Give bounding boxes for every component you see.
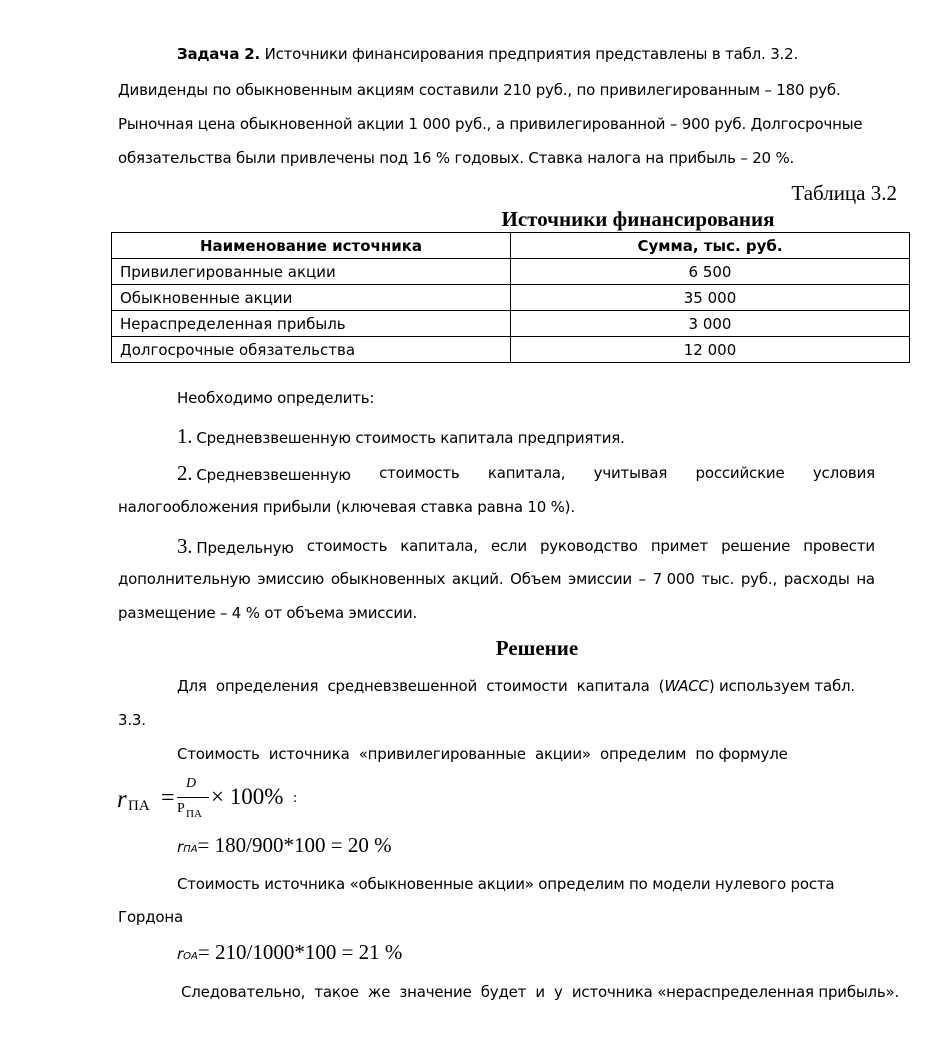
item-word: – [638, 570, 646, 588]
table-title: Источники финансирования [501, 207, 775, 231]
item-word: тыс. [701, 570, 735, 588]
para-word: определения [215, 677, 319, 695]
task-line-4: обязательства были привлечены под 16 % годовых. Ставка налога на прибыль – 20 %. [118, 149, 795, 167]
calc-expression: = 210/1000*100 = 21 % [197, 940, 403, 964]
table-cell-name: Обыкновенные акции [112, 285, 511, 311]
formula-r: r [117, 786, 127, 813]
table-cell-amount: 35 000 [511, 285, 910, 311]
item-number: 2. [177, 461, 193, 485]
item-word: руководство [539, 537, 638, 555]
requirement-item-2-line-1 [177, 461, 875, 487]
table-cell-name: Нераспределенная прибыль [112, 311, 511, 337]
formula-r-sub: ПА [128, 798, 150, 814]
item-word: стоимость [306, 537, 388, 555]
wacc-term: WACC [664, 677, 709, 695]
item-word: провести [803, 537, 875, 555]
para-word: средневзвешенной [327, 677, 478, 695]
task-line-3: Рыночная цена обыкновенной акции 1 000 руб., а привилегированной – 900 руб. Долгосрочные [118, 115, 863, 133]
formula-numerator: D [186, 776, 197, 791]
item-word: российские [695, 464, 785, 482]
requirements-intro: Необходимо определить: [177, 389, 375, 407]
solution-paragraph-1-line-1 [177, 676, 855, 696]
para-word: Для [177, 677, 207, 695]
calc-preferred [177, 833, 392, 858]
item-word: расходы [783, 570, 850, 588]
item-start [177, 461, 351, 487]
item-word: обыкновенных [330, 570, 446, 588]
solution-paragraph-3-line-1: Стоимость источника «обыкновенные акции» определим по модели нулевого роста [177, 875, 835, 893]
item-word: эмиссию [257, 570, 325, 588]
table-cell-amount: 6 500 [511, 259, 910, 285]
calc-symbol: r [177, 945, 184, 963]
item-word: 7 000 [652, 570, 695, 588]
solution-paragraph-2: Стоимость источника «привилегированные акции» определим по формуле [177, 745, 788, 763]
calc-subscript: ОА [183, 951, 198, 962]
task-label: Задача 2. [177, 45, 260, 63]
requirement-item-3-line-3: размещение – 4 % от объема эмиссии. [118, 604, 418, 622]
item-word: Предельную [196, 539, 294, 557]
formula-equals: = [161, 785, 175, 811]
formula-trail: : [293, 790, 298, 806]
item-word: примет [650, 537, 708, 555]
item-number: 3. [177, 534, 193, 558]
table-row [112, 259, 910, 285]
formula-denominator: P [177, 801, 185, 816]
item-word: Объем [510, 570, 562, 588]
table-row [112, 311, 910, 337]
task-line-1 [177, 44, 798, 64]
wacc-open: ( [658, 677, 665, 695]
table-row [112, 337, 910, 363]
requirement-item-2-line-2: налогообложения прибыли (ключевая ставка равна 10 %). [118, 498, 575, 516]
solution-paragraph-3-line-2: Гордона [118, 908, 183, 926]
item-text: Средневзвешенную стоимость капитала предприятия. [196, 429, 625, 447]
table-row [112, 285, 910, 311]
requirement-item-1 [177, 424, 625, 450]
table-cell-amount: 3 000 [511, 311, 910, 337]
table-cell-name: Привилегированные акции [112, 259, 511, 285]
table-header-name: Наименование источника [112, 233, 511, 259]
calc-expression: = 180/900*100 = 20 % [197, 833, 392, 857]
requirement-item-3-line-1 [177, 534, 875, 560]
table-cell-name: Долгосрочные обязательства [112, 337, 511, 363]
wacc-rest: ) используем табл. [708, 677, 855, 695]
requirement-item-3-line-2 [118, 569, 875, 589]
formula-fraction-bar [177, 797, 209, 798]
item-start [177, 534, 294, 560]
solution-paragraph-1-line-2: 3.3. [118, 711, 146, 729]
item-word: капитала, [400, 537, 478, 555]
calc-common [177, 940, 402, 965]
para-word: стоимости [486, 677, 568, 695]
item-word: если [490, 537, 527, 555]
calc-symbol: r [177, 838, 184, 856]
financing-sources-table [111, 232, 910, 363]
item-number: 1. [177, 424, 193, 448]
item-word: дополнительную [118, 570, 251, 588]
para-wacc-fragment [659, 676, 855, 696]
task-text: Источники финансирования предприятия представлены в табл. 3.2. [260, 45, 799, 63]
table-header-row [112, 233, 910, 259]
item-word: условия [812, 464, 875, 482]
item-word: Средневзвешенную [196, 466, 351, 484]
item-word: на [856, 570, 875, 588]
item-word: эмиссии [568, 570, 632, 588]
table-caption: Таблица 3.2 [791, 181, 897, 205]
para-word: капитала [576, 677, 650, 695]
item-word: решение [721, 537, 791, 555]
task-line-2: Дивиденды по обыкновенным акциям составили 210 руб., по привилегированным – 180 руб. [118, 81, 841, 99]
item-word: стоимость [379, 464, 460, 482]
formula-times: × 100% [211, 784, 284, 809]
solution-heading: Решение [495, 636, 579, 660]
item-word: капитала, [487, 464, 566, 482]
formula-denominator-sub: ПА [186, 808, 202, 820]
solution-paragraph-4: Следовательно, такое же значение будет и у источника «нераспределенная прибыль». [181, 983, 900, 1001]
item-word: учитывая [593, 464, 668, 482]
calc-subscript: ПА [183, 844, 198, 855]
item-word: руб., [740, 570, 778, 588]
table-header-amount: Сумма, тыс. руб. [511, 233, 910, 259]
item-word: акций. [451, 570, 504, 588]
table-cell-amount: 12 000 [511, 337, 910, 363]
